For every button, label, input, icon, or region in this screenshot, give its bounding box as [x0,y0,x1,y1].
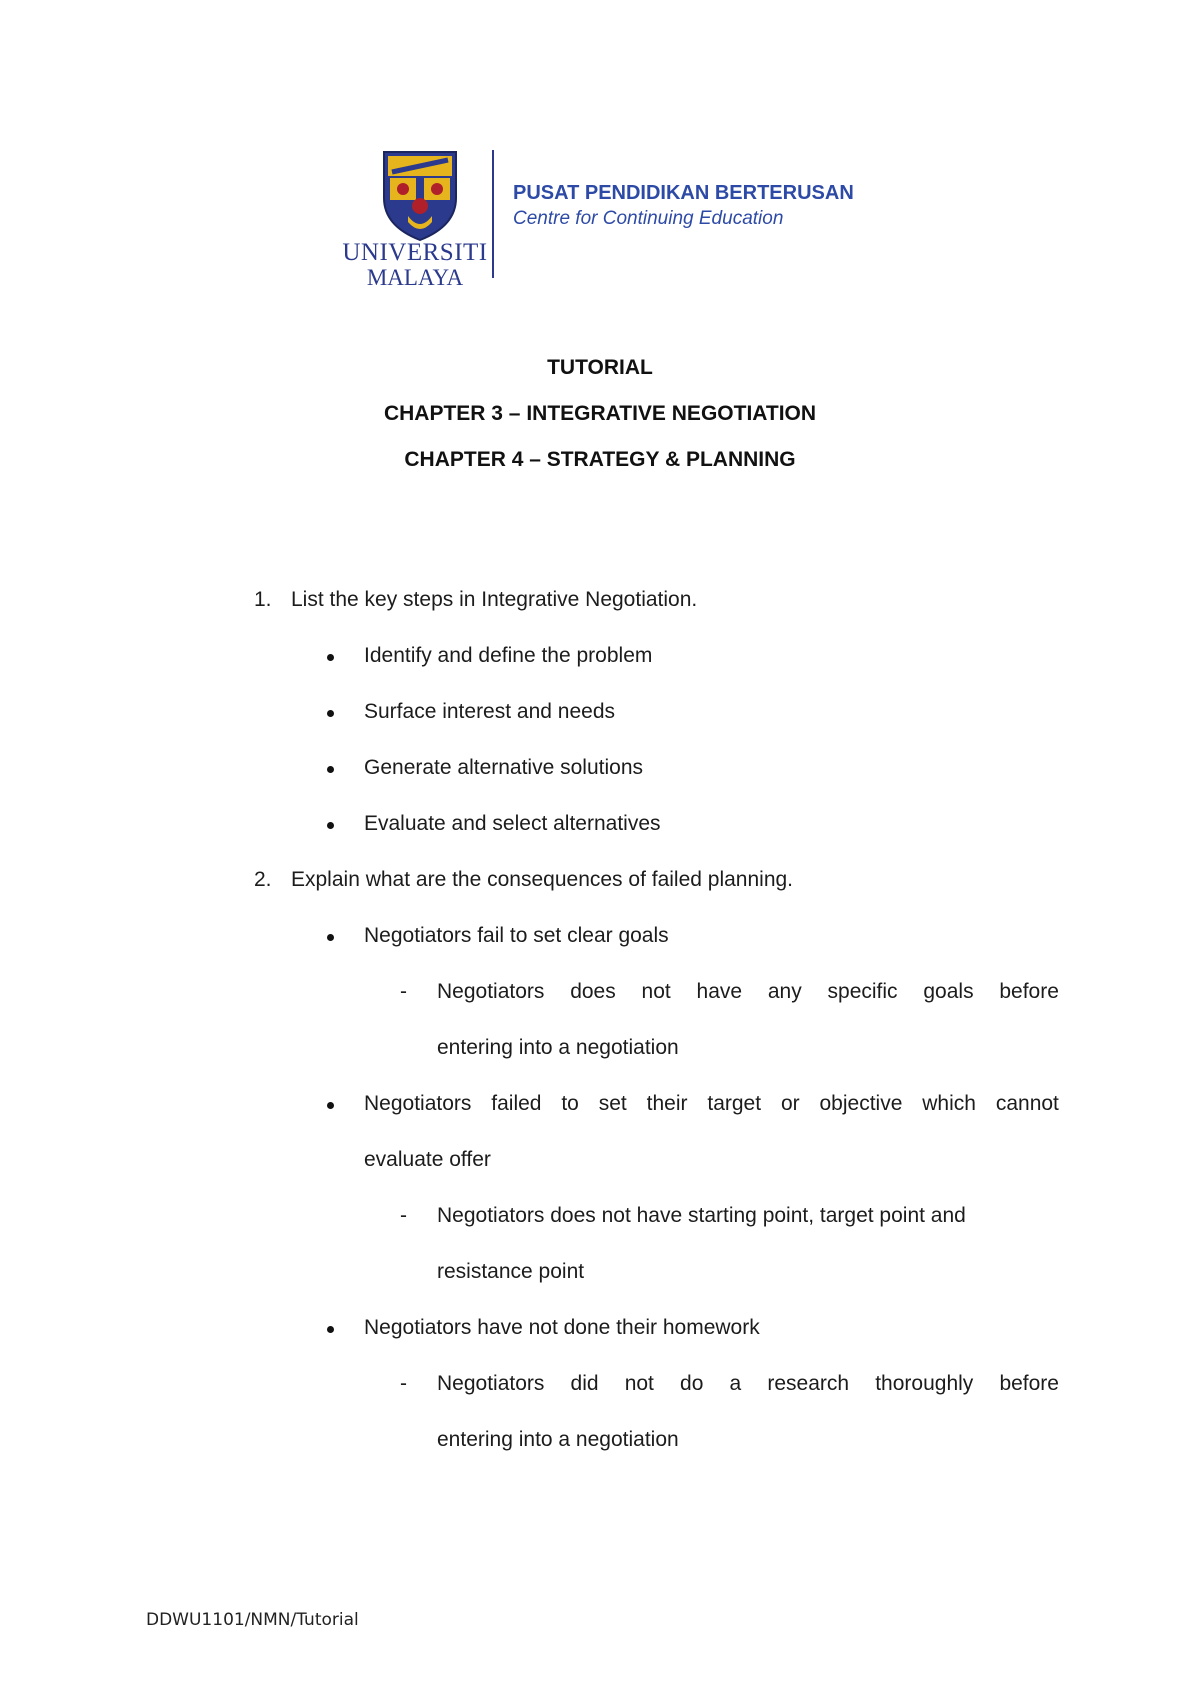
bullet-icon [327,710,334,717]
bullet-icon [327,654,334,661]
q2-point-3-detail-line2: entering into a negotiation [437,1428,679,1451]
bullet-icon [327,1102,334,1109]
question-2-number: 2. [254,868,272,891]
university-logo [340,140,880,290]
question-2-text: Explain what are the consequences of failed planning. [291,868,794,891]
q1-step-1: Identify and define the problem [364,644,653,667]
university-name-line1: UNIVERSITI [342,239,488,266]
university-crest-icon [380,146,460,242]
dash-marker: - [400,980,407,1003]
q2-point-1-detail-line1: Negotiators does not have any specific goals before [437,980,1059,1003]
logo-divider [492,150,494,278]
chapter-4-heading: CHAPTER 4 – STRATEGY & PLANNING [404,448,796,471]
bullet-icon [327,766,334,773]
centre-name-english: Centre for Continuing Education [513,208,784,229]
q1-step-3: Generate alternative solutions [364,756,643,779]
q2-point-2-line1: Negotiators failed to set their target or objective which cannot [364,1092,1059,1115]
q2-point-3-detail-line1: Negotiators did not do a research thoroughly before [437,1372,1059,1395]
q2-point-2-line2: evaluate offer [364,1148,491,1171]
university-name-line2: MALAYA [366,265,464,290]
q2-point-1: Negotiators fail to set clear goals [364,924,669,947]
bullet-icon [327,1326,334,1333]
footer-code: DDWU1101/NMN/Tutorial [146,1610,359,1630]
bullet-icon [327,934,334,941]
question-1-number: 1. [254,588,272,611]
q2-point-1-detail-line2: entering into a negotiation [437,1036,679,1059]
q2-point-2-detail-line1: Negotiators does not have starting point, target point and [437,1204,966,1227]
bullet-icon [327,822,334,829]
q2-point-3: Negotiators have not done their homework [364,1316,760,1339]
q1-step-4: Evaluate and select alternatives [364,812,661,835]
q2-point-2-detail-line2: resistance point [437,1260,585,1283]
centre-name-malay: PUSAT PENDIDIKAN BERTERUSAN [513,182,854,204]
chapter-3-heading: CHAPTER 3 – INTEGRATIVE NEGOTIATION [383,402,817,425]
document-title: TUTORIAL [547,356,653,379]
dash-marker: - [400,1204,407,1227]
dash-marker: - [400,1372,407,1395]
q1-step-2: Surface interest and needs [364,700,615,723]
university-name [340,240,490,289]
question-1-text: List the key steps in Integrative Negotiation. [291,588,698,611]
